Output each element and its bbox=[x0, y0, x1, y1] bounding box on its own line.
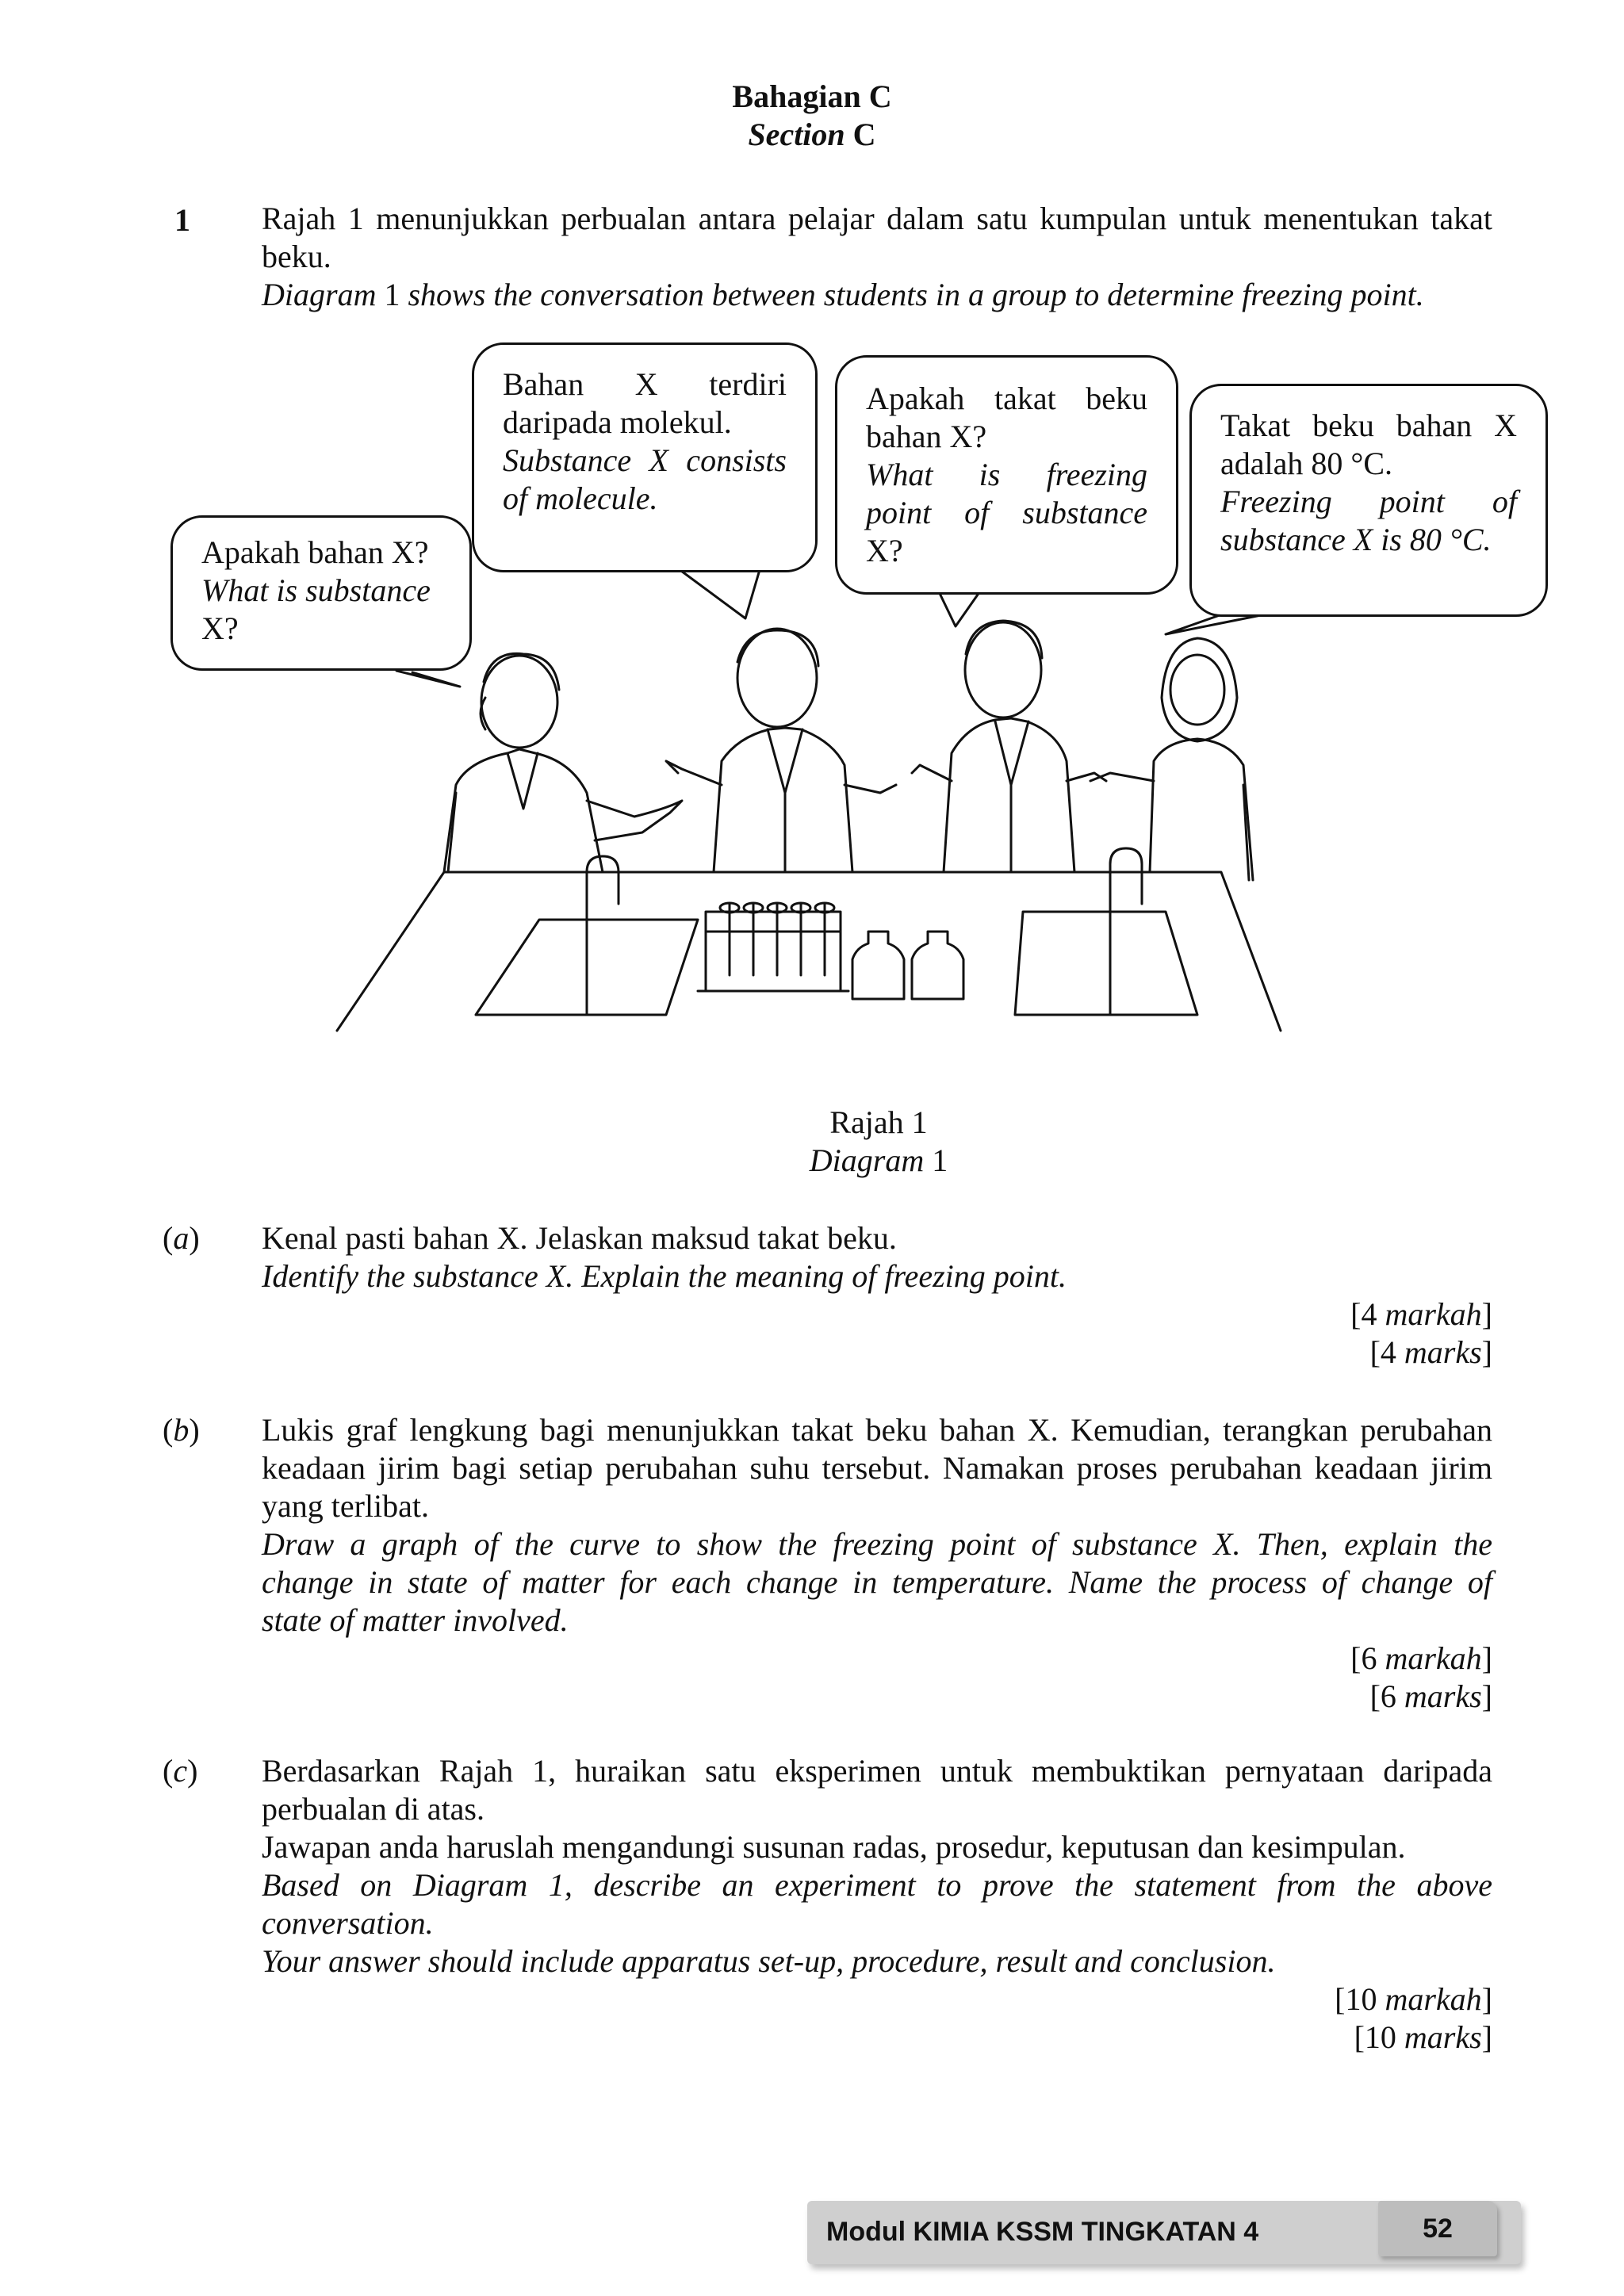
question-intro-ms-line2: beku. bbox=[262, 239, 331, 274]
bubble-4-line4: substance X is 80 °C. bbox=[1220, 522, 1492, 557]
part-b-marks-ms: [6 markah] bbox=[1350, 1640, 1492, 1676]
part-b-letter: b bbox=[173, 1412, 190, 1448]
bubble-4-line1: Takat beku bahan X bbox=[1220, 408, 1517, 443]
diagram-caption-ms: Rajah 1 bbox=[829, 1104, 928, 1140]
bubble-1-line2: What is substance bbox=[201, 572, 431, 608]
part-a-marks-en: [4 marks] bbox=[1369, 1334, 1492, 1370]
caption-en-word: Diagram bbox=[809, 1142, 925, 1178]
part-c-en-line3: Your answer should include apparatus set-up, procedure, result and conclusion. bbox=[262, 1943, 1276, 1979]
question-number: 1 bbox=[174, 202, 190, 238]
part-b-en-line3: state of matter involved. bbox=[262, 1602, 569, 1638]
caption-en-number: 1 bbox=[932, 1142, 948, 1178]
part-c-marks-ms: [10 markah] bbox=[1335, 1981, 1492, 2017]
part-a-ms: Kenal pasti bahan X. Jelaskan maksud takat beku. bbox=[262, 1220, 897, 1256]
part-b-en-line1: Draw a graph of the curve to show the freezing point of substance X. Then, explain the bbox=[262, 1526, 1492, 1562]
part-b-ms-line1: Lukis graf lengkung bagi menunjukkan takat beku bahan X. Kemudian, terangkan perubahan bbox=[262, 1412, 1492, 1448]
part-a-letter: a bbox=[173, 1220, 190, 1256]
part-a-marks-ms: [4 markah] bbox=[1350, 1296, 1492, 1332]
part-b-label: (b) bbox=[163, 1412, 200, 1448]
bubble-1-line1: Apakah bahan X? bbox=[201, 534, 429, 570]
page-number: 52 bbox=[1378, 2201, 1497, 2256]
bubble-4-line2: adalah 80 °C. bbox=[1220, 446, 1393, 481]
bubble-2-line4: of molecule. bbox=[503, 480, 658, 516]
part-c-marks-en: [10 marks] bbox=[1354, 2019, 1492, 2055]
bubble-3-line2: bahan X? bbox=[866, 419, 987, 454]
intro-en-rest: shows the conversation between students in a group to determine freezing point. bbox=[408, 277, 1424, 312]
part-c-en-line1: Based on Diagram 1, describe an experiment to prove the statement from the above bbox=[262, 1867, 1492, 1903]
speech-bubble-3 bbox=[835, 355, 1178, 595]
intro-en-word: Diagram bbox=[262, 277, 377, 312]
student-girl-right-hijab-figure bbox=[1090, 638, 1253, 880]
student-girl-left-figure bbox=[444, 653, 682, 872]
part-a-label: (a) bbox=[163, 1220, 200, 1256]
part-a-en: Identify the substance X. Explain the meaning of freezing point. bbox=[262, 1258, 1067, 1294]
part-c-letter: c bbox=[173, 1753, 188, 1789]
part-c-ms-line3: Jawapan anda haruslah mengandungi susunan radas, prosedur, keputusan dan kesimpulan. bbox=[262, 1829, 1406, 1865]
diagram-caption-en bbox=[0, 1142, 1624, 1180]
left-tap bbox=[587, 856, 619, 1015]
student-boy-center-left-figure bbox=[666, 629, 896, 872]
intro-en-number: 1 bbox=[384, 277, 400, 312]
speech-bubble-1 bbox=[170, 515, 472, 671]
part-c-ms-line2: perbualan di atas. bbox=[262, 1791, 485, 1827]
section-letter: C bbox=[852, 117, 876, 152]
right-sink bbox=[1015, 912, 1197, 1015]
bubble-4-line3: Freezing point of bbox=[1220, 484, 1517, 519]
speech-bubble-2 bbox=[472, 342, 818, 572]
lab-bench bbox=[337, 872, 1281, 1031]
bubble-3-line5: X? bbox=[866, 533, 903, 568]
part-b-en-line2: change in state of matter for each change in temperature. Name the process of change of bbox=[262, 1564, 1492, 1600]
part-c-label: (c) bbox=[163, 1753, 198, 1789]
part-c-en-line2: conversation. bbox=[262, 1905, 434, 1941]
bubble-tail-1 bbox=[396, 671, 460, 687]
footer-module-title: Modul KIMIA KSSM TINGKATAN 4 bbox=[826, 2217, 1259, 2247]
bubble-1-line3: X? bbox=[201, 610, 239, 646]
part-b-marks-en: [6 marks] bbox=[1369, 1678, 1492, 1714]
section-title-ms: Bahagian C bbox=[732, 78, 892, 114]
part-b-ms-line2: keadaan jirim bagi setiap perubahan suhu tersebut. Namakan proses perubahan keadaan jirim bbox=[262, 1450, 1492, 1486]
part-b-ms-line3: yang terlibat. bbox=[262, 1488, 430, 1524]
test-tube-rack bbox=[698, 903, 848, 991]
speech-bubble-4 bbox=[1189, 384, 1548, 617]
student-boy-center-right-figure bbox=[912, 621, 1106, 872]
question-intro-ms-line1: Rajah 1 menunjukkan perbualan antara pelajar dalam satu kumpulan untuk menentukan takat bbox=[262, 201, 1492, 236]
section-word: Section bbox=[748, 117, 845, 152]
reagent-bottles bbox=[852, 932, 963, 999]
bubble-2-line3: Substance X consists bbox=[503, 442, 787, 478]
part-c-ms-line1: Berdasarkan Rajah 1, huraikan satu eksperimen untuk membuktikan pernyataan daripada bbox=[262, 1753, 1492, 1789]
bubble-2-line1: Bahan X terdiri bbox=[503, 366, 787, 402]
bubble-3-line1: Apakah takat beku bbox=[866, 381, 1147, 416]
bubble-3-line3: What is freezing bbox=[866, 457, 1147, 492]
bubble-2-line2: daripada molekul. bbox=[503, 404, 732, 440]
bubble-3-line4: point of substance bbox=[866, 495, 1147, 530]
